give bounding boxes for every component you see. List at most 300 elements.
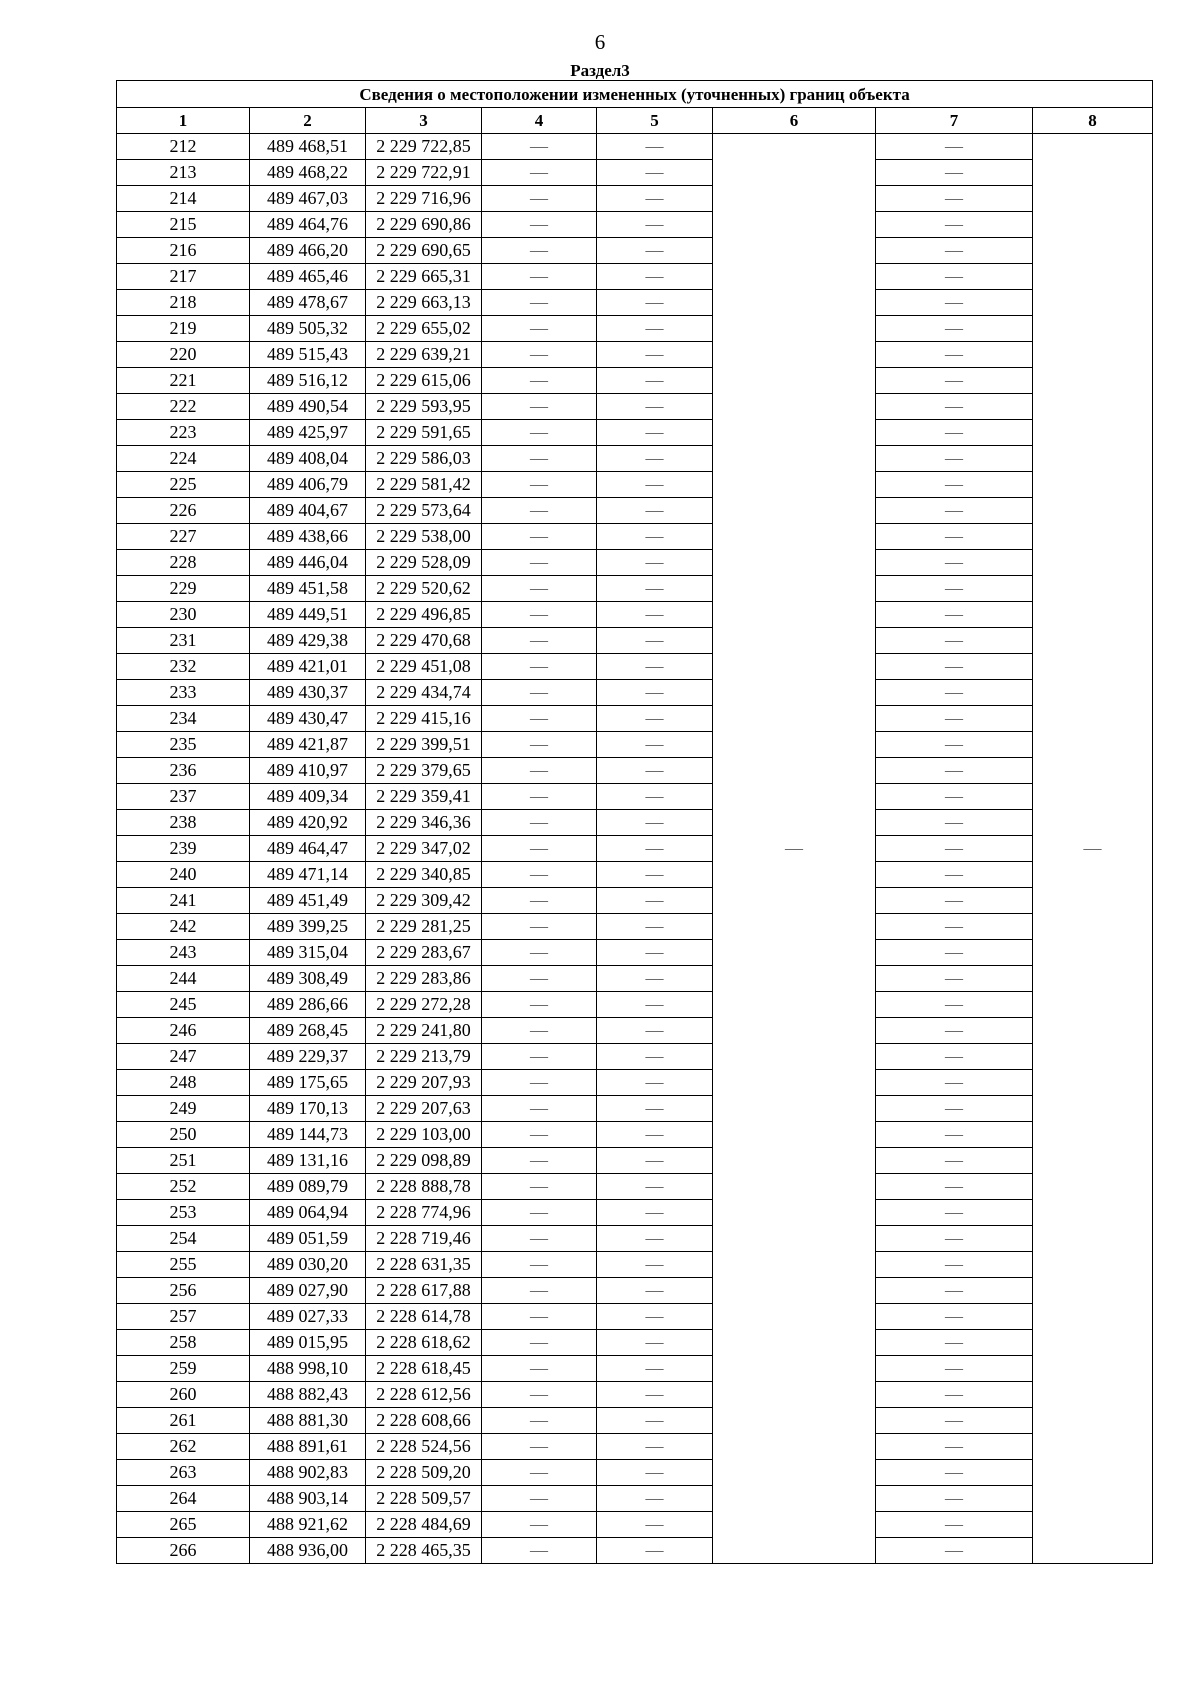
- column-7-cell: —: [876, 706, 1033, 732]
- point-number-cell: 230: [117, 602, 250, 628]
- column-4-cell: —: [482, 732, 597, 758]
- x-coordinate-cell: 489 468,22: [250, 160, 366, 186]
- table-row: [117, 1382, 1153, 1408]
- table-row: [117, 1200, 1153, 1226]
- y-coordinate-cell: 2 229 415,16: [366, 706, 482, 732]
- column-4-cell: —: [482, 1122, 597, 1148]
- point-number-cell: 229: [117, 576, 250, 602]
- column-7-cell: —: [876, 394, 1033, 420]
- column-5-cell: —: [597, 1538, 713, 1564]
- column-7-cell: —: [876, 550, 1033, 576]
- x-coordinate-cell: 489 438,66: [250, 524, 366, 550]
- column-5-cell: —: [597, 420, 713, 446]
- column-5-cell: —: [597, 238, 713, 264]
- x-coordinate-cell: 488 891,61: [250, 1434, 366, 1460]
- column-4-cell: —: [482, 862, 597, 888]
- column-7-cell: —: [876, 1252, 1033, 1278]
- table-row: [117, 1096, 1153, 1122]
- y-coordinate-cell: 2 229 639,21: [366, 342, 482, 368]
- column-7-cell: —: [876, 654, 1033, 680]
- x-coordinate-cell: 489 421,01: [250, 654, 366, 680]
- column-7-cell: —: [876, 420, 1033, 446]
- table-row: [117, 888, 1153, 914]
- y-coordinate-cell: 2 229 098,89: [366, 1148, 482, 1174]
- column-4-cell: —: [482, 1304, 597, 1330]
- table-row: [117, 316, 1153, 342]
- column-4-cell: —: [482, 940, 597, 966]
- column-4-cell: —: [482, 1252, 597, 1278]
- y-coordinate-cell: 2 228 612,56: [366, 1382, 482, 1408]
- y-coordinate-cell: 2 229 690,65: [366, 238, 482, 264]
- point-number-cell: 234: [117, 706, 250, 732]
- table-row: [117, 1044, 1153, 1070]
- column-header-1: 1: [117, 108, 250, 134]
- column-4-cell: —: [482, 342, 597, 368]
- point-number-cell: 225: [117, 472, 250, 498]
- y-coordinate-cell: 2 228 631,35: [366, 1252, 482, 1278]
- y-coordinate-cell: 2 229 528,09: [366, 550, 482, 576]
- column-7-cell: —: [876, 680, 1033, 706]
- column-5-cell: —: [597, 1278, 713, 1304]
- column-4-cell: —: [482, 836, 597, 862]
- y-coordinate-cell: 2 228 618,45: [366, 1356, 482, 1382]
- x-coordinate-cell: 488 881,30: [250, 1408, 366, 1434]
- x-coordinate-cell: 488 902,83: [250, 1460, 366, 1486]
- point-number-cell: 257: [117, 1304, 250, 1330]
- point-number-cell: 240: [117, 862, 250, 888]
- y-coordinate-cell: 2 229 496,85: [366, 602, 482, 628]
- x-coordinate-cell: 489 515,43: [250, 342, 366, 368]
- point-number-cell: 217: [117, 264, 250, 290]
- column-4-cell: —: [482, 420, 597, 446]
- column-5-cell: —: [597, 1408, 713, 1434]
- column-7-cell: —: [876, 732, 1033, 758]
- x-coordinate-cell: 489 410,97: [250, 758, 366, 784]
- column-4-cell: —: [482, 186, 597, 212]
- column-header-5: 5: [597, 108, 713, 134]
- point-number-cell: 254: [117, 1226, 250, 1252]
- point-number-cell: 224: [117, 446, 250, 472]
- y-coordinate-cell: 2 229 586,03: [366, 446, 482, 472]
- column-4-cell: —: [482, 1070, 597, 1096]
- column-5-cell: —: [597, 914, 713, 940]
- point-number-cell: 218: [117, 290, 250, 316]
- column-4-cell: —: [482, 212, 597, 238]
- point-number-cell: 213: [117, 160, 250, 186]
- column-5-cell: —: [597, 1148, 713, 1174]
- table-row: [117, 940, 1153, 966]
- column-7-cell: —: [876, 446, 1033, 472]
- column-5-cell: —: [597, 940, 713, 966]
- table-row: [117, 1018, 1153, 1044]
- column-5-cell: —: [597, 1512, 713, 1538]
- column-4-cell: —: [482, 1356, 597, 1382]
- column-5-cell: —: [597, 290, 713, 316]
- column-5-cell: —: [597, 628, 713, 654]
- point-number-cell: 249: [117, 1096, 250, 1122]
- column-4-cell: —: [482, 1018, 597, 1044]
- column-header-8: 8: [1033, 108, 1153, 134]
- column-5-cell: —: [597, 732, 713, 758]
- y-coordinate-cell: 2 229 241,80: [366, 1018, 482, 1044]
- column-4-cell: —: [482, 758, 597, 784]
- column-5-cell: —: [597, 1096, 713, 1122]
- table-row: [117, 1512, 1153, 1538]
- x-coordinate-cell: 489 268,45: [250, 1018, 366, 1044]
- y-coordinate-cell: 2 229 591,65: [366, 420, 482, 446]
- column-4-cell: —: [482, 1278, 597, 1304]
- column-5-cell: —: [597, 1226, 713, 1252]
- point-number-cell: 241: [117, 888, 250, 914]
- column-4-cell: —: [482, 602, 597, 628]
- column-5-cell: —: [597, 1486, 713, 1512]
- point-number-cell: 220: [117, 342, 250, 368]
- table-row: [117, 1148, 1153, 1174]
- column-header-2: 2: [250, 108, 366, 134]
- y-coordinate-cell: 2 228 524,56: [366, 1434, 482, 1460]
- table-row: [117, 1434, 1153, 1460]
- column-7-cell: —: [876, 264, 1033, 290]
- y-coordinate-cell: 2 229 581,42: [366, 472, 482, 498]
- column-7-cell: —: [876, 1460, 1033, 1486]
- column-7-cell: —: [876, 1122, 1033, 1148]
- column-5-cell: —: [597, 706, 713, 732]
- table-row: [117, 1304, 1153, 1330]
- y-coordinate-cell: 2 229 665,31: [366, 264, 482, 290]
- column-7-cell: —: [876, 1512, 1033, 1538]
- column-5-cell: —: [597, 498, 713, 524]
- x-coordinate-cell: 489 478,67: [250, 290, 366, 316]
- table-row: [117, 680, 1153, 706]
- point-number-cell: 223: [117, 420, 250, 446]
- y-coordinate-cell: 2 229 213,79: [366, 1044, 482, 1070]
- column-5-cell: —: [597, 966, 713, 992]
- point-number-cell: 238: [117, 810, 250, 836]
- x-coordinate-cell: 488 936,00: [250, 1538, 366, 1564]
- x-coordinate-cell: 489 467,03: [250, 186, 366, 212]
- point-number-cell: 264: [117, 1486, 250, 1512]
- column-7-cell: —: [876, 1434, 1033, 1460]
- column-4-cell: —: [482, 498, 597, 524]
- column-7-cell: —: [876, 1330, 1033, 1356]
- point-number-cell: 263: [117, 1460, 250, 1486]
- point-number-cell: 258: [117, 1330, 250, 1356]
- column-5-cell: —: [597, 160, 713, 186]
- column-7-cell: —: [876, 628, 1033, 654]
- column-5-cell: —: [597, 368, 713, 394]
- column-4-cell: —: [482, 1200, 597, 1226]
- x-coordinate-cell: 488 998,10: [250, 1356, 366, 1382]
- y-coordinate-cell: 2 229 283,86: [366, 966, 482, 992]
- column-5-cell: —: [597, 680, 713, 706]
- y-coordinate-cell: 2 229 655,02: [366, 316, 482, 342]
- x-coordinate-cell: 489 408,04: [250, 446, 366, 472]
- column-4-cell: —: [482, 1460, 597, 1486]
- x-coordinate-cell: 489 131,16: [250, 1148, 366, 1174]
- table-row: [117, 420, 1153, 446]
- column-7-cell: —: [876, 758, 1033, 784]
- table-row: [117, 1486, 1153, 1512]
- column-4-cell: —: [482, 1512, 597, 1538]
- column-5-cell: —: [597, 316, 713, 342]
- x-coordinate-cell: 489 468,51: [250, 134, 366, 160]
- point-number-cell: 239: [117, 836, 250, 862]
- point-number-cell: 253: [117, 1200, 250, 1226]
- point-number-cell: 231: [117, 628, 250, 654]
- point-number-cell: 226: [117, 498, 250, 524]
- x-coordinate-cell: 489 516,12: [250, 368, 366, 394]
- point-number-cell: 246: [117, 1018, 250, 1044]
- column-5-cell: —: [597, 524, 713, 550]
- column-7-cell: —: [876, 888, 1033, 914]
- point-number-cell: 219: [117, 316, 250, 342]
- column-7-cell: —: [876, 1408, 1033, 1434]
- column-5-cell: —: [597, 576, 713, 602]
- column-header-3: 3: [366, 108, 482, 134]
- column-7-cell: —: [876, 914, 1033, 940]
- column-5-cell: —: [597, 342, 713, 368]
- column-8-merged-cell: —: [1033, 134, 1153, 1564]
- column-5-cell: —: [597, 1174, 713, 1200]
- table-row: [117, 186, 1153, 212]
- x-coordinate-cell: 489 015,95: [250, 1330, 366, 1356]
- column-7-cell: —: [876, 1278, 1033, 1304]
- x-coordinate-cell: 488 921,62: [250, 1512, 366, 1538]
- point-number-cell: 265: [117, 1512, 250, 1538]
- table-row: [117, 524, 1153, 550]
- column-4-cell: —: [482, 316, 597, 342]
- point-number-cell: 250: [117, 1122, 250, 1148]
- y-coordinate-cell: 2 229 359,41: [366, 784, 482, 810]
- column-7-cell: —: [876, 576, 1033, 602]
- point-number-cell: 242: [117, 914, 250, 940]
- column-7-cell: —: [876, 316, 1033, 342]
- table-body: [117, 134, 1153, 1564]
- point-number-cell: 262: [117, 1434, 250, 1460]
- column-4-cell: —: [482, 706, 597, 732]
- column-4-cell: —: [482, 784, 597, 810]
- x-coordinate-cell: 489 464,47: [250, 836, 366, 862]
- x-coordinate-cell: 489 229,37: [250, 1044, 366, 1070]
- column-4-cell: —: [482, 680, 597, 706]
- column-4-cell: —: [482, 1382, 597, 1408]
- y-coordinate-cell: 2 229 347,02: [366, 836, 482, 862]
- table-row: [117, 1174, 1153, 1200]
- column-5-cell: —: [597, 810, 713, 836]
- column-5-cell: —: [597, 212, 713, 238]
- point-number-cell: 248: [117, 1070, 250, 1096]
- x-coordinate-cell: 489 170,13: [250, 1096, 366, 1122]
- x-coordinate-cell: 489 089,79: [250, 1174, 366, 1200]
- x-coordinate-cell: 489 027,90: [250, 1278, 366, 1304]
- x-coordinate-cell: 489 404,67: [250, 498, 366, 524]
- y-coordinate-cell: 2 229 207,63: [366, 1096, 482, 1122]
- column-6-merged-cell: —: [713, 134, 876, 1564]
- column-4-cell: —: [482, 1174, 597, 1200]
- point-number-cell: 216: [117, 238, 250, 264]
- section-title: Раздел3: [570, 61, 630, 80]
- y-coordinate-cell: 2 229 690,86: [366, 212, 482, 238]
- column-5-cell: —: [597, 1122, 713, 1148]
- column-7-cell: —: [876, 1304, 1033, 1330]
- y-coordinate-cell: 2 228 509,57: [366, 1486, 482, 1512]
- column-7-cell: —: [876, 498, 1033, 524]
- y-coordinate-cell: 2 229 593,95: [366, 394, 482, 420]
- table-row: [117, 264, 1153, 290]
- table-row: [117, 966, 1153, 992]
- point-number-cell: 261: [117, 1408, 250, 1434]
- point-number-cell: 260: [117, 1382, 250, 1408]
- point-number-cell: 237: [117, 784, 250, 810]
- x-coordinate-cell: 489 446,04: [250, 550, 366, 576]
- table-row: [117, 238, 1153, 264]
- table-row: [117, 1252, 1153, 1278]
- table-row: [117, 810, 1153, 836]
- table-row: [117, 1460, 1153, 1486]
- column-5-cell: —: [597, 394, 713, 420]
- x-coordinate-cell: 489 464,76: [250, 212, 366, 238]
- table-row: [117, 212, 1153, 238]
- column-5-cell: —: [597, 1044, 713, 1070]
- page-number: 6: [594, 30, 606, 54]
- column-5-cell: —: [597, 862, 713, 888]
- table-row: [117, 1278, 1153, 1304]
- column-4-cell: —: [482, 992, 597, 1018]
- point-number-cell: 259: [117, 1356, 250, 1382]
- x-coordinate-cell: 489 451,58: [250, 576, 366, 602]
- column-5-cell: —: [597, 186, 713, 212]
- column-4-cell: —: [482, 446, 597, 472]
- column-7-cell: —: [876, 992, 1033, 1018]
- point-number-cell: 245: [117, 992, 250, 1018]
- table-row: [117, 1330, 1153, 1356]
- column-5-cell: —: [597, 1330, 713, 1356]
- column-7-cell: —: [876, 238, 1033, 264]
- x-coordinate-cell: 489 430,47: [250, 706, 366, 732]
- table-row: [117, 862, 1153, 888]
- column-5-cell: —: [597, 446, 713, 472]
- column-7-cell: —: [876, 1382, 1033, 1408]
- point-number-cell: 252: [117, 1174, 250, 1200]
- column-4-cell: —: [482, 914, 597, 940]
- column-4-cell: —: [482, 888, 597, 914]
- column-4-cell: —: [482, 628, 597, 654]
- y-coordinate-cell: 2 229 399,51: [366, 732, 482, 758]
- point-number-cell: 233: [117, 680, 250, 706]
- table-row: [117, 342, 1153, 368]
- point-number-cell: 214: [117, 186, 250, 212]
- column-5-cell: —: [597, 1252, 713, 1278]
- table-row: [117, 368, 1153, 394]
- column-4-cell: —: [482, 368, 597, 394]
- y-coordinate-cell: 2 228 509,20: [366, 1460, 482, 1486]
- column-5-cell: —: [597, 784, 713, 810]
- x-coordinate-cell: 489 449,51: [250, 602, 366, 628]
- x-coordinate-cell: 489 421,87: [250, 732, 366, 758]
- column-7-cell: —: [876, 1486, 1033, 1512]
- x-coordinate-cell: 489 406,79: [250, 472, 366, 498]
- x-coordinate-cell: 489 286,66: [250, 992, 366, 1018]
- column-5-cell: —: [597, 654, 713, 680]
- table-row: [117, 1408, 1153, 1434]
- column-5-cell: —: [597, 1356, 713, 1382]
- table-row: [117, 498, 1153, 524]
- column-7-cell: —: [876, 524, 1033, 550]
- point-number-cell: 232: [117, 654, 250, 680]
- table-row: [117, 446, 1153, 472]
- column-5-cell: —: [597, 134, 713, 160]
- table-row: [117, 290, 1153, 316]
- y-coordinate-cell: 2 229 538,00: [366, 524, 482, 550]
- column-7-cell: —: [876, 212, 1033, 238]
- column-7-cell: —: [876, 368, 1033, 394]
- x-coordinate-cell: 489 429,38: [250, 628, 366, 654]
- point-number-cell: 255: [117, 1252, 250, 1278]
- y-coordinate-cell: 2 228 614,78: [366, 1304, 482, 1330]
- point-number-cell: 243: [117, 940, 250, 966]
- y-coordinate-cell: 2 229 434,74: [366, 680, 482, 706]
- y-coordinate-cell: 2 228 465,35: [366, 1538, 482, 1564]
- column-7-cell: —: [876, 1096, 1033, 1122]
- y-coordinate-cell: 2 229 207,93: [366, 1070, 482, 1096]
- column-5-cell: —: [597, 1200, 713, 1226]
- column-4-cell: —: [482, 1044, 597, 1070]
- y-coordinate-cell: 2 229 451,08: [366, 654, 482, 680]
- column-5-cell: —: [597, 836, 713, 862]
- column-4-cell: —: [482, 134, 597, 160]
- column-4-cell: —: [482, 576, 597, 602]
- column-4-cell: —: [482, 1538, 597, 1564]
- column-7-cell: —: [876, 602, 1033, 628]
- point-number-cell: 251: [117, 1148, 250, 1174]
- column-7-cell: —: [876, 1538, 1033, 1564]
- column-4-cell: —: [482, 810, 597, 836]
- table-caption: Сведения о местоположении измененных (уточненных) границ объекта: [117, 81, 1153, 108]
- column-5-cell: —: [597, 1070, 713, 1096]
- point-number-cell: 221: [117, 368, 250, 394]
- table-row: [117, 706, 1153, 732]
- table-row: [117, 992, 1153, 1018]
- x-coordinate-cell: 489 466,20: [250, 238, 366, 264]
- column-7-cell: —: [876, 1044, 1033, 1070]
- x-coordinate-cell: 489 409,34: [250, 784, 366, 810]
- y-coordinate-cell: 2 229 309,42: [366, 888, 482, 914]
- x-coordinate-cell: 488 882,43: [250, 1382, 366, 1408]
- y-coordinate-cell: 2 228 618,62: [366, 1330, 482, 1356]
- table-row: [117, 1070, 1153, 1096]
- column-5-cell: —: [597, 472, 713, 498]
- column-4-cell: —: [482, 1408, 597, 1434]
- column-7-cell: —: [876, 940, 1033, 966]
- x-coordinate-cell: 489 420,92: [250, 810, 366, 836]
- column-4-cell: —: [482, 1226, 597, 1252]
- boundary-coordinates-table: [116, 80, 1153, 1564]
- column-5-cell: —: [597, 1434, 713, 1460]
- table-row: [117, 134, 1153, 160]
- table-row: [117, 1122, 1153, 1148]
- y-coordinate-cell: 2 229 663,13: [366, 290, 482, 316]
- column-7-cell: —: [876, 810, 1033, 836]
- point-number-cell: 212: [117, 134, 250, 160]
- x-coordinate-cell: 489 399,25: [250, 914, 366, 940]
- column-4-cell: —: [482, 1434, 597, 1460]
- y-coordinate-cell: 2 229 573,64: [366, 498, 482, 524]
- table-row: [117, 628, 1153, 654]
- column-7-cell: —: [876, 1356, 1033, 1382]
- column-7-cell: —: [876, 784, 1033, 810]
- column-7-cell: —: [876, 290, 1033, 316]
- point-number-cell: 222: [117, 394, 250, 420]
